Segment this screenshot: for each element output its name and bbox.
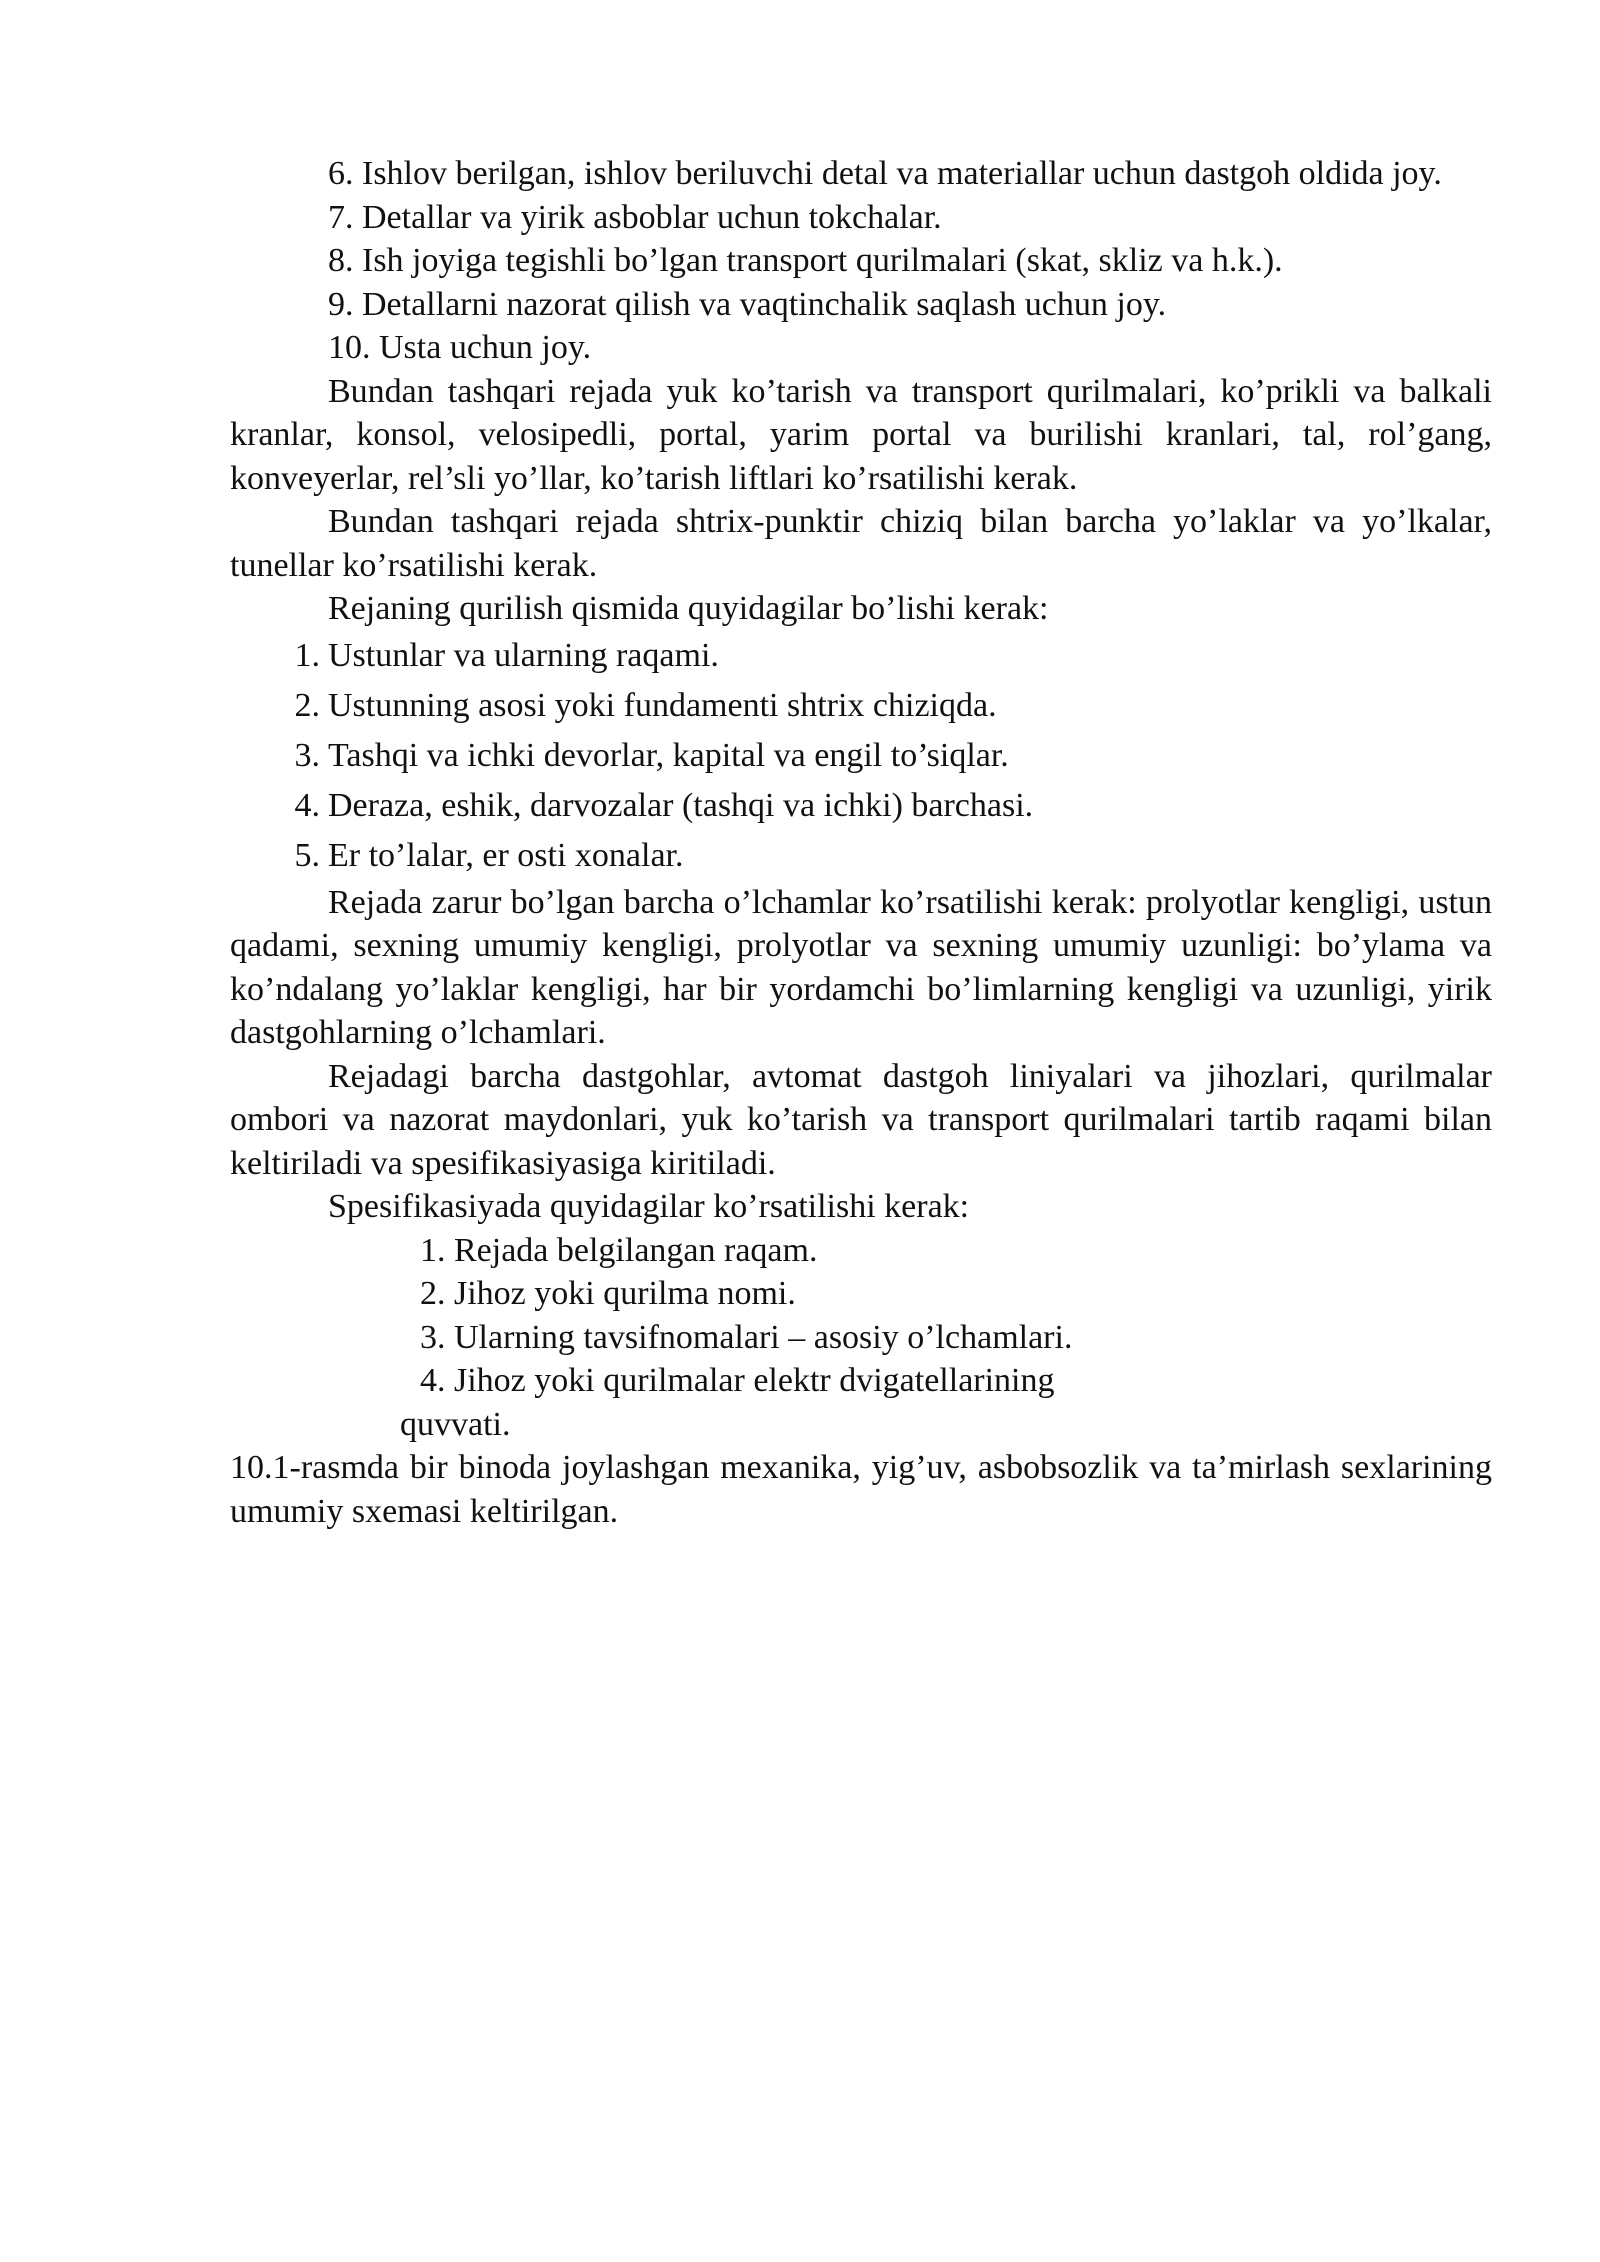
list-text: Er to’lalar, er osti xonalar. [328, 836, 684, 874]
paragraph-construction-intro: Rejaning qurilish qismida quyidagilar bo’lishi kerak: [328, 590, 1049, 627]
list-number: 5. [294, 836, 320, 874]
list-item-9: 9. Detallarni nazorat qilish va vaqtinchalik saqlash uchun joy. [328, 285, 1167, 323]
construction-list-item [230, 631, 1492, 681]
list-text: Deraza, eshik, darvozalar (tashqi va ichki) barchasi. [328, 786, 1034, 824]
list-number: 1. [294, 636, 320, 674]
list-number: 3. [294, 736, 320, 774]
paragraph-numbering: Rejadagi barcha dastgohlar, avtomat dastgoh liniyalari va jihozlari, qurilmalar ombori va nazorat maydonlari, yuk ko’tarish va transport qurilmalari tartib raqami bilan keltiriladi va spesifikasiyasiga kiritiladi. [230, 1057, 1492, 1182]
spec-list-item: 1. Rejada belgilangan raqam. [420, 1231, 818, 1269]
list-number: 2. [294, 686, 320, 724]
construction-list-item [230, 831, 1492, 881]
specification-list [230, 1229, 1492, 1447]
paragraph-transport: Bundan tashqari rejada yuk ko’tarish va transport qurilmalari, ko’prikli va balkali kranlar, konsol, velosipedli, portal, yarim portal va burilishi kranlari, tal, rol’gang, konveyerlar, rel’sli yo’llar, ko’tarish liftlari ko’rsatilishi kerak. [230, 372, 1492, 497]
spec-list-item: 4. Jihoz yoki qurilmalar elektr dvigatellarining [420, 1362, 1055, 1399]
document-page [230, 152, 1492, 1533]
construction-list-item [230, 731, 1492, 781]
paragraph-figure-caption: 10.1-rasmda bir binoda joylashgan mexanika, yig’uv, asbobsozlik va ta’mirlash sexlarining umumiy sxemasi keltirilgan. [230, 1449, 1492, 1530]
construction-list [230, 631, 1492, 881]
list-item-10: 10. Usta uchun joy. [328, 329, 592, 366]
list-text: Ustunning asosi yoki fundamenti shtrix chiziqda. [328, 686, 997, 724]
construction-list-item [230, 681, 1492, 731]
list-number: 4. [294, 786, 320, 824]
list-text: Ustunlar va ularning raqami. [328, 636, 719, 674]
list-item-6: 6. Ishlov berilgan, ishlov beriluvchi detal va materiallar uchun dastgoh oldida joy. [328, 155, 1442, 192]
list-item-7: 7. Detallar va yirik asboblar uchun tokchalar. [328, 198, 942, 236]
spec-list-item: 2. Jihoz yoki qurilma nomi. [420, 1275, 796, 1312]
construction-list-item [230, 781, 1492, 831]
list-item-8: 8. Ish joyiga tegishli bo’lgan transport qurilmalari (skat, skliz va h.k.). [328, 242, 1283, 279]
paragraph-spec-intro: Spesifikasiyada quyidagilar ko’rsatilishi kerak: [328, 1188, 970, 1225]
paragraph-dimensions: Rejada zarur bo’lgan barcha o’lchamlar ko’rsatilishi kerak: prolyotlar kengligi, ustun qadami, sexning umumiy kengligi, prolyotlar va sexning umumiy uzunligi: bo’ylama va ko’ndalang yo’laklar kengligi, har bir yordamchi bo’limlarning kengligi va uzunligi, yirik dastgohlarning o’lchamlari. [230, 883, 1492, 1051]
list-text: Tashqi va ichki devorlar, kapital va engil to’siqlar. [328, 736, 1009, 774]
spec-list-item: 3. Ularning tavsifnomalari – asosiy o’lchamlari. [420, 1318, 1073, 1356]
spec-list-continuation: quvvati. [400, 1405, 511, 1443]
paragraph-dashed-lines: Bundan tashqari rejada shtrix-punktir chiziq bilan barcha yo’laklar va yo’lkalar, tunellar ko’rsatilishi kerak. [230, 503, 1492, 584]
